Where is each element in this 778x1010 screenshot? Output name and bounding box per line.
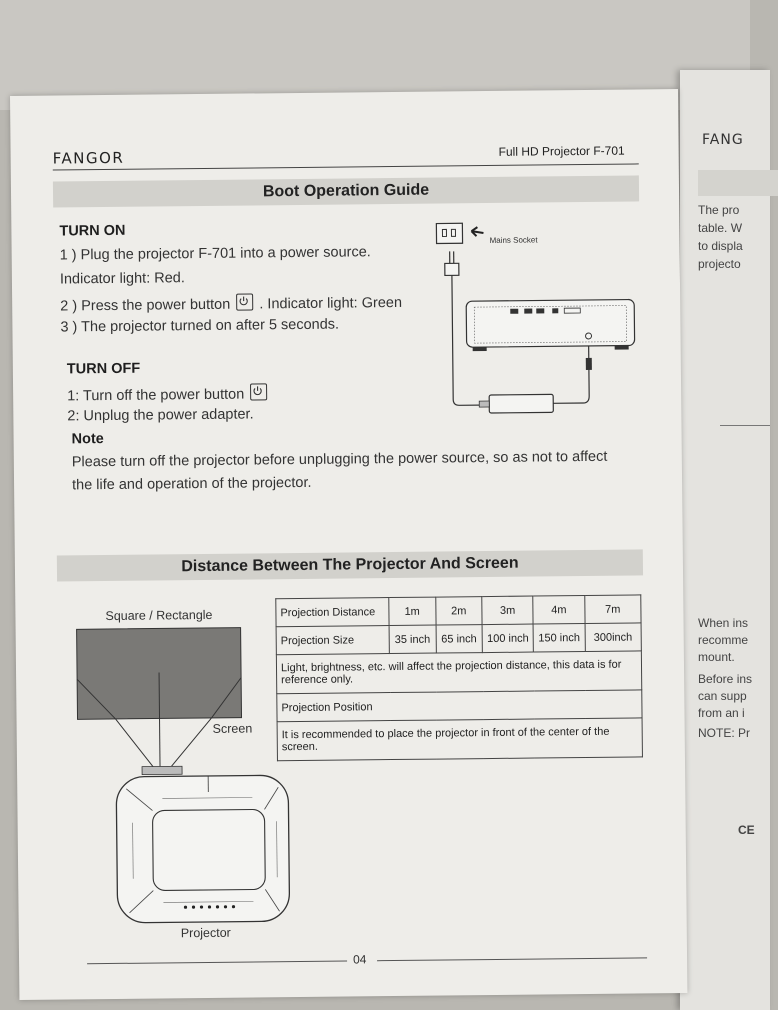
screen-shape-label: Square / Rectangle — [105, 608, 212, 623]
turn-on-step-2 — [60, 292, 402, 315]
section-title-distance — [57, 549, 643, 581]
size-cell: 65 inch — [436, 625, 483, 653]
adjacent-line: CE — [738, 822, 755, 839]
turn-on-step-2-text: 2 ) Press the power button — [60, 297, 230, 315]
section-title-boot-text: Boot Operation Guide — [53, 175, 639, 207]
position-header: Projection Position — [277, 690, 642, 722]
screen-label: Screen — [213, 721, 253, 735]
distance-header: Projection Distance — [276, 598, 389, 627]
distance-cell: 7m — [584, 595, 641, 624]
adjacent-line: can supp — [698, 688, 747, 705]
projection-diagram — [71, 621, 294, 943]
power-button-icon — [250, 383, 267, 400]
adjacent-line: recomme — [698, 632, 748, 649]
projection-table — [275, 594, 643, 761]
table-row — [276, 623, 641, 655]
adjacent-line: Before ins — [698, 671, 752, 688]
size-cell: 35 inch — [389, 625, 436, 653]
size-cell: 150 inch — [533, 624, 585, 653]
adjacent-line: table. W — [698, 220, 742, 237]
distance-cell: 3m — [482, 596, 534, 625]
position-text: It is recommended to place the projector in front of the center of the screen. — [277, 718, 642, 761]
adjacent-brand: FANG — [702, 132, 744, 149]
size-cell: 300inch — [585, 623, 642, 652]
mains-socket-label: Mains Socket — [489, 235, 537, 245]
turn-on-step-1: 1 ) Plug the projector F-701 into a power source. — [60, 244, 371, 263]
arrow-icon — [471, 227, 483, 236]
power-button-icon — [236, 293, 253, 310]
adjacent-line: mount. — [698, 649, 735, 666]
turn-on-indicator-green: . Indicator light: Green — [259, 295, 402, 312]
table-row — [277, 690, 642, 722]
adjacent-line: to displa — [698, 238, 743, 255]
distance-cell: 2m — [435, 597, 482, 625]
turn-off-step-1 — [67, 383, 269, 404]
turn-on-indicator-red: Indicator light: Red. — [60, 270, 185, 287]
power-connection-diagram — [431, 217, 643, 429]
size-cell: 100 inch — [482, 624, 534, 653]
note-line-1: Please turn off the projector before unplugging the power source, so as not to affect — [72, 449, 608, 471]
adjacent-line: The pro — [698, 202, 739, 219]
adjacent-line: When ins — [698, 615, 748, 632]
adjacent-line: NOTE: Pr — [698, 725, 750, 742]
turn-off-step-1-text: 1: Turn off the power button — [67, 387, 244, 405]
distance-cell: 1m — [389, 597, 436, 625]
table-row — [276, 595, 641, 627]
footer-rule-left — [87, 961, 347, 965]
turn-off-step-2: 2: Unplug the power adapter. — [67, 406, 253, 424]
table-row — [277, 718, 642, 761]
brand-logo: FANGOR — [53, 149, 125, 168]
adjacent-line: projecto — [698, 256, 741, 273]
plug-icon — [445, 263, 459, 275]
adjacent-page — [680, 70, 770, 1010]
turn-on-heading: TURN ON — [59, 223, 125, 240]
manual-page — [10, 89, 687, 1000]
model-name: Full HD Projector F-701 — [499, 144, 625, 159]
power-adapter-icon — [489, 394, 553, 413]
reference-note: Light, brightness, etc. will affect the projection distance, this data is for reference only. — [276, 651, 641, 694]
note-line-2: the life and operation of the projector. — [72, 475, 312, 494]
turn-off-heading: TURN OFF — [67, 361, 140, 378]
adjacent-line: from an i — [698, 705, 745, 722]
distance-cell: 4m — [533, 596, 585, 625]
projector-label: Projector — [181, 926, 231, 941]
section-title-boot — [53, 175, 639, 207]
footer-rule-right — [377, 957, 647, 961]
section-title-distance-text: Distance Between The Projector And Screen — [57, 549, 643, 581]
table-row — [276, 651, 641, 694]
adjacent-rule — [720, 425, 770, 426]
turn-on-step-3: 3 ) The projector turned on after 5 seconds. — [60, 317, 339, 336]
note-heading: Note — [72, 431, 104, 447]
header-rule — [53, 163, 639, 170]
page-number: 04 — [353, 952, 367, 966]
wall-socket-icon — [436, 223, 462, 243]
adjacent-band — [698, 170, 778, 196]
size-header: Projection Size — [276, 626, 389, 655]
